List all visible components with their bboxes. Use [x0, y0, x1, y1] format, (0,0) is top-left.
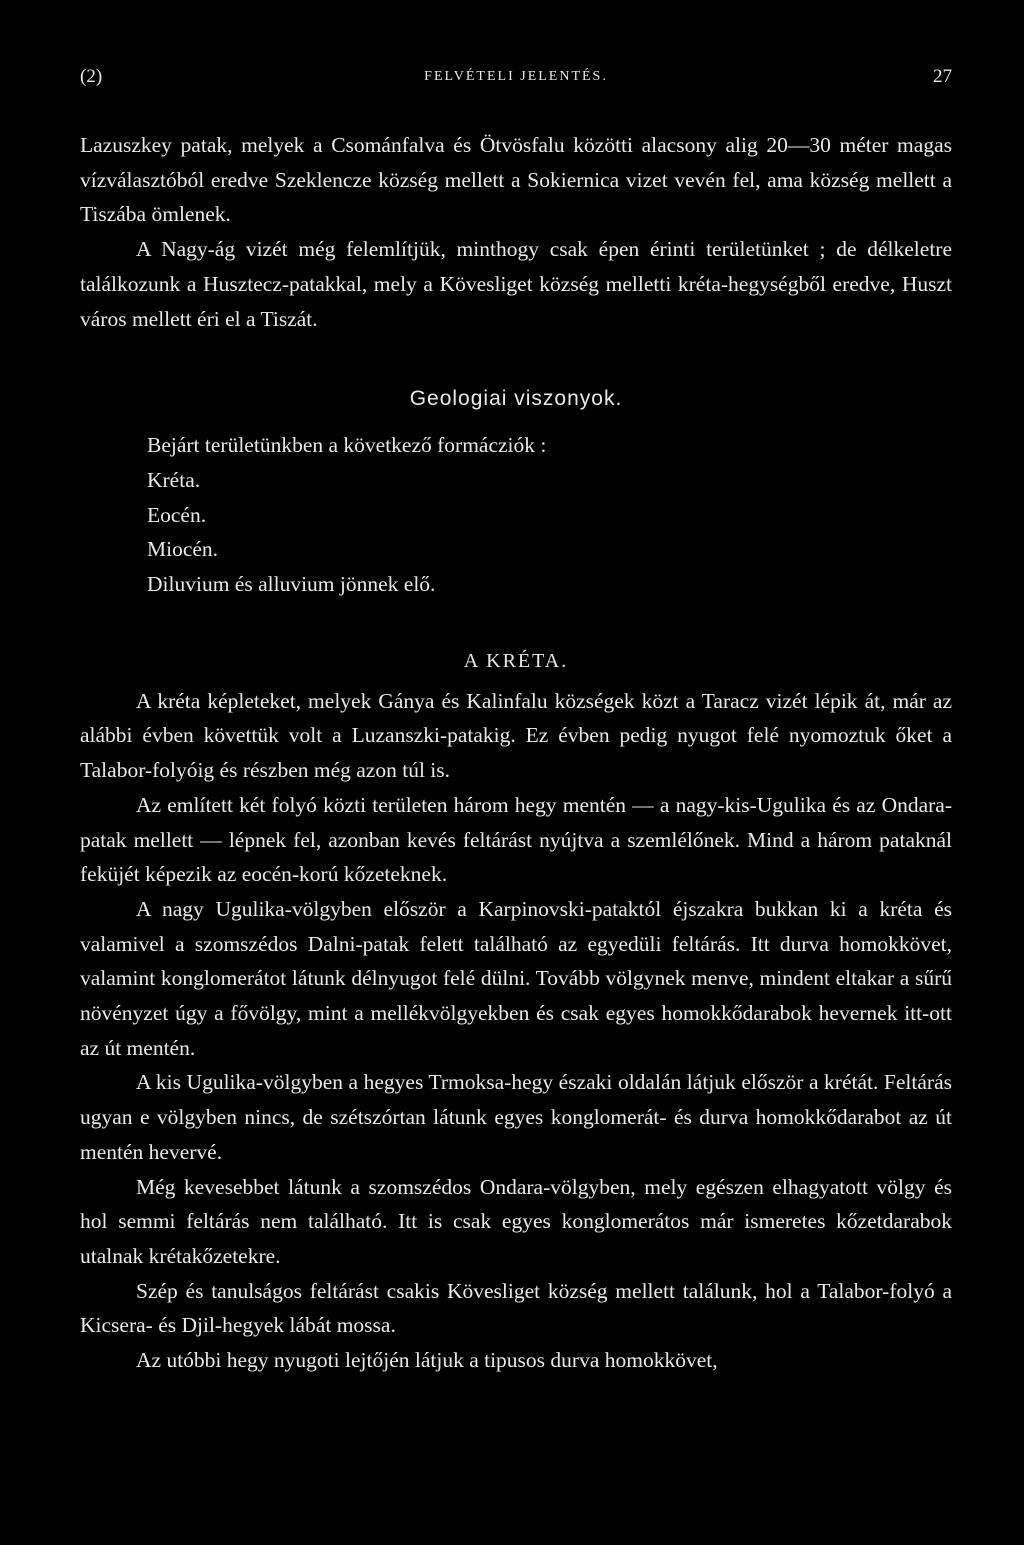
paragraph: Az utóbbi hegy nyugoti lejtőjén látjuk a tipusos durva homokkövet, — [136, 1348, 718, 1373]
document-page — [80, 66, 952, 1378]
section-title-geology: Geologiai viszonyok. — [409, 387, 623, 411]
paragraph: Szép és tanulságos feltárást csakis Kövesliget község mellett találunk, hol a Talabor-folyó a Kicsera- és Djil-hegyek lábát mossa. — [80, 1278, 952, 1338]
formation-item: Diluvium és alluvium jönnek elő. — [147, 572, 436, 597]
paragraph: A kréta képleteket, melyek Gánya és Kalinfalu községek közt a Taracz vizét lépik át, már az alábbi évben követtük volt a Luzanszki-patakig. Ez évben pedig nyugot felé nyomoztuk őket a Talabor-folyóig és részben még azon túl is. — [80, 688, 952, 783]
paragraph: Az említett két folyó közti területen három hegy mentén — a nagy-kis-Ugulika és az Ondara-patak mellett — lépnek fel, azonban kevés feltárást nyújtva a szemlélőnek. Mind a három pataknál feküjét képezik az eocén-korú kőzeteknek. — [80, 792, 952, 887]
paragraph: Még kevesebbet látunk a szomszédos Ondara-völgyben, mely egészen elhagyatott völgy és hol semmi feltárás nem található. Itt is csak egyes konglomerátos már ismeretes kőzetdarabok utalnak krétakőzetekre. — [80, 1174, 952, 1268]
paragraph: A kis Ugulika-völgyben a hegyes Trmoksa-hegy északi oldalán látjuk először a krétát. Feltárás ugyan e völgyben nincs, de szétszórtan látunk egyes konglomerát- és durva homokkődarabot az út mentén hevervé. — [80, 1070, 952, 1164]
formation-item: Kréta. — [147, 467, 201, 492]
formation-item: Eocén. — [147, 502, 207, 527]
page-marker: (2) — [80, 66, 103, 87]
formation-item: Miocén. — [147, 537, 219, 562]
paragraph: A nagy Ugulika-völgyben először a Karpinovski-pataktól éjszakra bukkan ki a kréta és valamivel a szomszédos Dalni-patak felett található az egyedüli feltárás. Itt durva homokkövet, valamint konglomerátot látunk délnyugot felé dülni. Tovább völgynek menve, mindent eltakar a sűrű növényzet úgy a fővölgy, mint a mellékvölgyekben és csak egyes homokkődarabok hevernek itt-ott az út mentén. — [80, 896, 952, 1060]
running-title: FELVÉTELI JELENTÉS. — [424, 69, 608, 84]
paragraph: Lazuszkey patak, melyek a Csománfalva és Ötvösfalu közötti alacsony alig 20—30 méter magas vízválasztóból eredve Szeklencze község mellett a Sokiernica vizet vevén fel, ama község mellett a Tiszába ömlenek. — [80, 133, 952, 227]
intro-section — [80, 128, 952, 336]
running-header — [80, 66, 952, 94]
formation-list — [80, 428, 952, 602]
section-title-chalk: A KRÉTA. — [463, 649, 569, 672]
paragraph: A Nagy-ág vizét még felemlítjük, minthogy csak épen érinti területünket ; de délkeletre találkozunk a Husztecz-patakkal, mely a Kövesliget község melletti kréta-hegységből eredve, Huszt város mellett éri el a Tiszát. — [80, 237, 952, 331]
chalk-section — [80, 684, 952, 1378]
page-number: 27 — [933, 66, 952, 87]
formation-lead: Bejárt területünkben a következő formácziók : — [147, 433, 547, 458]
